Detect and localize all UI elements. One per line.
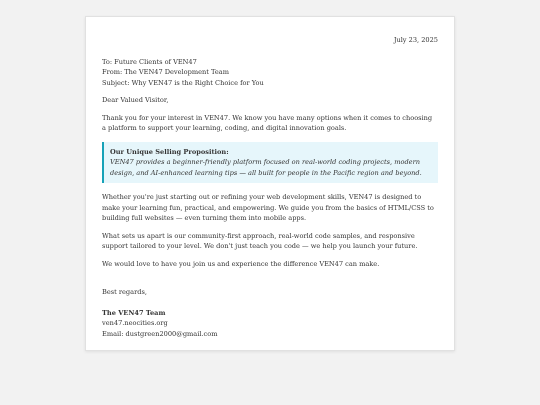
greeting: Dear Valued Visitor,: [102, 96, 169, 104]
signature-team: The VEN47 Team: [102, 308, 166, 317]
usp-title: Our Unique Selling Proposition:: [110, 147, 229, 156]
letter-date: July 23, 2025: [393, 36, 438, 44]
letter-card: [85, 16, 455, 351]
closing: Best regards,: [102, 288, 147, 296]
paragraph-intro: Thank you for your interest in VEN47. We know you have many options when it comes to choosing a platform to support your learning, coding, and digital innovation goals.: [102, 113, 433, 132]
subject-line: Subject: Why VEN47 is the Right Choice for You: [102, 78, 264, 87]
paragraph-invite: We would love to have you join us and experience the difference VEN47 can make.: [102, 259, 380, 268]
usp-text: VEN47 provides a beginner-friendly platform focused on real-world coding projects, modern design, and AI-enhanced learning tips — all built for people in the Pacific region and beyond.: [110, 158, 422, 177]
paragraph-community: What sets us apart is our community-first approach, real-world code samples, and responsive support tailored to your level. We don't just teach you code — we help you launch your future.: [102, 231, 418, 250]
paragraph-skills: Whether you're just starting out or refining your web development skills, VEN47 is designed to make your learning fun, practical, and empowering. We guide you from the basics of HTML/CSS to building full websites — even turning them into mobile apps.: [102, 193, 434, 222]
from-line: From: The VEN47 Development Team: [102, 68, 229, 76]
signature-website: ven47.neocities.org: [102, 319, 168, 327]
letter-header: [102, 57, 438, 89]
signature-email: Email: dustgreen2000@gmail.com: [102, 329, 218, 338]
to-line: To: Future Clients of VEN47: [102, 57, 197, 66]
usp-callout: [102, 142, 438, 184]
